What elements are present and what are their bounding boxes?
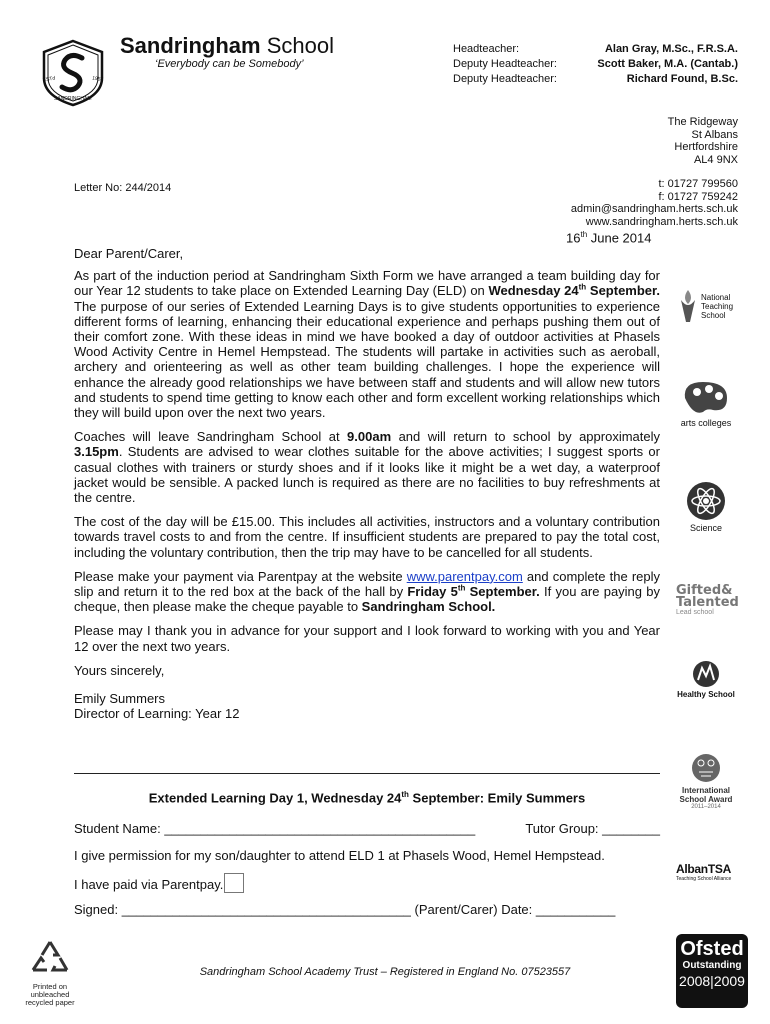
staff-row: Headteacher: Alan Gray, M.Sc., F.R.S.A. (453, 43, 738, 55)
palette-icon (679, 378, 733, 416)
letter-body (74, 246, 660, 721)
letter-date: 16th June 2014 (566, 230, 652, 246)
paragraph-coaches: Coaches will leave Sandringham School at 9.00am and will return to school by approximately 3.15pm. Students are advised to wear clothes suitable for the above activities; I suggest sports or casual clothes with trainers or sturdy shoes and if it looks like it might be a wet day, a waterproof jacket would be sensible. A packed lunch is required as there are no facilities to buy refreshments at the centre. (74, 429, 661, 506)
parentpay-label: I have paid via Parentpay. (74, 877, 224, 892)
footer-text: Sandringham School Academy Trust – Registered in England No. 07523557 (199, 966, 571, 978)
parentpay-checkbox[interactable] (224, 873, 244, 893)
website: www.sandringham.herts.sch.uk (585, 215, 738, 228)
healthy-school-logo: Healthy School (676, 660, 736, 699)
paragraph-thanks: Please may I thank you in advance for your support and I look forward to working with you and Year 12 over the next two years. (74, 623, 660, 654)
school-name: Sandringham School (120, 33, 334, 58)
torch-icon (678, 288, 698, 324)
gifted-talented-logo: Gifted& Talented Lead school (676, 583, 739, 616)
international-school-award-logo: International School Award 2011–2014 (676, 752, 736, 810)
recycle-icon (27, 938, 73, 978)
crest-text-top: ESTd (42, 75, 56, 84)
parentpay-row (74, 873, 660, 893)
reply-slip-title: Extended Learning Day 1, Wednesday 24th September: Emily Summers (148, 790, 586, 806)
school-motto: ‘Everybody can be Somebody’ (155, 58, 304, 70)
signer-title: Director of Learning: Year 12 (74, 706, 240, 722)
paragraph-intro: As part of the induction period at Sandringham Sixth Form we have arranged a team building day for our Year 12 students to take place on Extended Learning Day (ELD) on Wednesday 24th September. The purpose of our series of Extended Learning Days is to give students opportunities to experience different forms of learning, enhancing their educational experience and perhaps pushing them out of their comfort zone. With these ideas in mind we have booked a day of outdoor activities at Phasels Wood Activity Centre in Hemel Hempstead. The students will partake in activities such as aeroball, archery and orienteering as well as other team building challenges. I hope the experience will enhance the already good relationships we have between staff and students and will allow new tutors and students to spend time getting to know each other and form excellent working relationships which they will build upon over the next two years. (74, 268, 660, 421)
staff-row: Deputy Headteacher: Scott Baker, M.A. (Cantab.) (453, 58, 738, 70)
phone: t: 01727 799560 (658, 178, 738, 190)
parentpay-link[interactable]: www.parentpay.com (406, 568, 523, 584)
recycle-badge: Printed on unbleached recycled paper (20, 938, 80, 1007)
email: admin@sandringham.herts.sch.uk (570, 203, 738, 215)
healthy-school-icon (688, 660, 724, 688)
closing: Yours sincerely, (74, 662, 165, 678)
arts-colleges-logo: arts colleges (676, 378, 736, 428)
paragraph-payment: Please make your payment via Parentpay at the website www.parentpay.com and complete the reply slip and return it to the red box at the back of the hall by Friday 5th September. If you are paying by cheque, then please make the cheque payable to Sandringham School. (74, 568, 660, 615)
staff-list (453, 42, 738, 87)
letter-number: Letter No: 244/2014 (74, 182, 172, 194)
student-row (74, 821, 660, 836)
ofsted-outstanding-badge: Ofsted Outstanding 2008|2009 (676, 934, 748, 1008)
tutor-group-field[interactable]: Tutor Group: ________ (525, 821, 660, 836)
atom-icon (686, 481, 726, 521)
school-crest-logo (38, 38, 108, 108)
permission-statement: I give permission for my son/daughter to attend ELD 1 at Phasels Wood, Hemel Hempstead. (74, 848, 605, 863)
science-logo: Science (676, 481, 736, 533)
school-address: The Ridgeway St Albans Hertfordshire AL4 9NX (667, 116, 738, 166)
award-icon (691, 752, 721, 784)
student-name-field[interactable]: Student Name: ___________________________________________ (74, 821, 476, 836)
paragraph-cost: The cost of the day will be £15.00. This includes all activities, instructors and a voluntary contribution towards travel costs to and from the centre. If insufficient students are prepared to pay the total cost, including the voluntary contribution, then the trip may have to be cancelled for all students. (74, 514, 660, 560)
crest-text-bottom: SANDRINGHAM (54, 96, 92, 102)
signature-row[interactable]: Signed: ________________________________________ (Parent/Carer) Date: ___________ (74, 902, 616, 917)
signer-name: Emily Summers (74, 691, 166, 707)
fax: f: 01727 759242 (658, 190, 738, 203)
national-teaching-school-logo: National Teaching School (678, 288, 748, 324)
salutation: Dear Parent/Carer, (74, 246, 184, 261)
alban-tsa-logo: AlbanTSA Teaching School Alliance (676, 862, 732, 882)
school-contact (571, 178, 738, 228)
crest-text-right: 1955 (91, 75, 104, 84)
staff-row: Deputy Headteacher: Richard Found, B.Sc. (453, 73, 738, 85)
divider-line (74, 773, 660, 774)
